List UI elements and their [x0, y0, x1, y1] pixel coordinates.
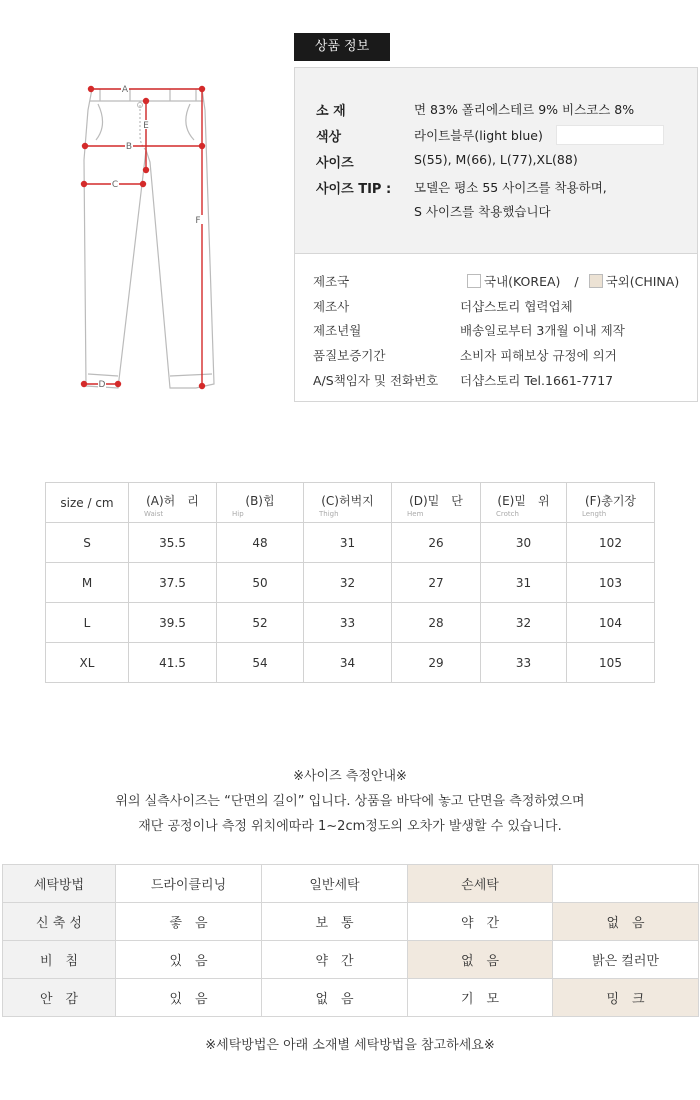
- col-header-sub: Crotch: [496, 510, 519, 518]
- table-row: [3, 903, 699, 941]
- size-label: 사이즈: [316, 156, 354, 171]
- row-header-sheer: 비 침: [3, 941, 116, 979]
- care-cell: 약 간: [408, 903, 553, 941]
- checkbox-domestic: [467, 274, 481, 288]
- care-cell: 드라이클리닝: [116, 865, 262, 903]
- material-value: 면 83% 폴리에스테르 9% 비스코스 8%: [414, 102, 635, 117]
- care-cell-selected: 없 음: [553, 903, 699, 941]
- value-cell: 52: [217, 603, 304, 643]
- as-contact-label: A/S책임자 및 전화번호: [313, 373, 439, 388]
- value-cell: 32: [304, 563, 392, 603]
- value-cell: 50: [217, 563, 304, 603]
- value-cell: 31: [304, 523, 392, 563]
- care-cell: 없 음: [262, 979, 408, 1017]
- value-cell: 48: [217, 523, 304, 563]
- size-tip-line2: S 사이즈를 착용했습니다: [414, 204, 551, 219]
- table-row: [3, 865, 699, 903]
- manufacturer-label: 제조사: [313, 299, 350, 314]
- footer-note: ※세탁방법은 아래 소재별 세탁방법을 참고하세요※: [205, 1038, 495, 1053]
- checkbox-foreign: [589, 274, 603, 288]
- col-header-sub: Hem: [407, 510, 424, 518]
- care-cell: 기 모: [408, 979, 553, 1017]
- care-cell: 약 간: [262, 941, 408, 979]
- size-cell: L: [46, 603, 129, 643]
- value-cell: 29: [392, 643, 481, 683]
- col-header-waist: [129, 483, 217, 523]
- notice-line-1: 위의 실측사이즈는 “단면의 길이” 입니다. 상품을 바닥에 놓고 단면을 측정하였으며: [115, 794, 585, 809]
- value-cell: 30: [481, 523, 567, 563]
- warranty-value: 소비자 피해보상 규정에 의거: [460, 348, 617, 363]
- color-value: 라이트블루(light blue): [414, 128, 543, 143]
- country-options: [467, 272, 679, 290]
- value-cell: 54: [217, 643, 304, 683]
- notice-line-2: 재단 공정이나 측정 위치에따라 1~2cm정도의 오차가 발생할 수 있습니다.: [138, 819, 562, 834]
- care-cell: 일반세탁: [262, 865, 408, 903]
- col-header-thigh: [304, 483, 392, 523]
- dim-label-e: E: [143, 121, 149, 131]
- value-cell: 39.5: [129, 603, 217, 643]
- table-row: [46, 563, 655, 603]
- value-cell: 41.5: [129, 643, 217, 683]
- care-cell: 보 통: [262, 903, 408, 941]
- col-header-sub: Waist: [144, 510, 164, 518]
- section-title: 상품 정보: [294, 33, 390, 61]
- value-cell: 37.5: [129, 563, 217, 603]
- size-table-corner: size / cm: [46, 483, 129, 523]
- care-cell: 있 음: [116, 979, 262, 1017]
- value-cell: 33: [481, 643, 567, 683]
- value-cell: 105: [567, 643, 655, 683]
- size-table-header: [46, 483, 655, 523]
- manufacture-date-value: 배송일로부터 3개월 이내 제작: [460, 323, 625, 338]
- manufacturer-value: 더샵스토리 협력업체: [460, 299, 573, 314]
- col-header-label: (D)밑 단: [409, 494, 463, 508]
- warranty-label: 품질보증기간: [313, 348, 386, 363]
- col-header-label: (B)힙: [245, 494, 275, 508]
- table-row: [3, 941, 699, 979]
- table-row: [46, 643, 655, 683]
- color-swatch: [556, 125, 664, 145]
- value-cell: 104: [567, 603, 655, 643]
- as-contact-value: 더샵스토리 Tel.1661-7717: [460, 373, 614, 388]
- care-cell: 밝은 컬러만: [553, 941, 699, 979]
- country-foreign: 국외(CHINA): [605, 274, 680, 289]
- row-header-wash: 세탁방법: [3, 865, 116, 903]
- manufacture-date-label: 제조년월: [313, 323, 362, 338]
- care-cell-selected: 손세탁: [408, 865, 553, 903]
- size-cell: M: [46, 563, 129, 603]
- dim-label-b: B: [125, 142, 133, 152]
- col-header-label: (F)총기장: [584, 494, 637, 508]
- pants-measurement-diagram: [70, 80, 220, 400]
- value-cell: 103: [567, 563, 655, 603]
- value-cell: 28: [392, 603, 481, 643]
- country-label: 제조국: [313, 274, 350, 289]
- table-row: [3, 979, 699, 1017]
- material-label: 소 재: [316, 104, 346, 119]
- col-header-crotch: [481, 483, 567, 523]
- col-header-sub: Length: [582, 510, 607, 518]
- care-cell-selected: 없 음: [408, 941, 553, 979]
- table-row: [46, 523, 655, 563]
- care-cell: 좋 음: [116, 903, 262, 941]
- value-cell: 27: [392, 563, 481, 603]
- size-value: S(55), M(66), L(77),XL(88): [414, 152, 578, 167]
- col-header-sub: Thigh: [319, 510, 339, 518]
- size-cell: XL: [46, 643, 129, 683]
- value-cell: 31: [481, 563, 567, 603]
- row-header-stretch: 신 축 성: [3, 903, 116, 941]
- dim-label-f: F: [195, 216, 201, 226]
- value-cell: 26: [392, 523, 481, 563]
- value-cell: 34: [304, 643, 392, 683]
- dim-label-a: A: [121, 85, 129, 95]
- care-cell: 있 음: [116, 941, 262, 979]
- color-label: 색상: [316, 130, 342, 145]
- value-cell: 35.5: [129, 523, 217, 563]
- country-separator: /: [574, 274, 579, 289]
- size-tip-label: 사이즈 TIP :: [316, 182, 392, 197]
- col-header-label: (A)허 리: [146, 494, 199, 508]
- col-header-label: (C)허벅지: [321, 494, 374, 508]
- dim-label-c: C: [111, 180, 119, 190]
- size-tip-line1: 모델은 평소 55 사이즈를 착용하며,: [414, 180, 607, 195]
- value-cell: 102: [567, 523, 655, 563]
- col-header-sub: Hip: [232, 510, 244, 518]
- notice-title: ※사이즈 측정안내※: [293, 769, 407, 784]
- care-table: [2, 864, 699, 1017]
- col-header-label: (E)밑 위: [497, 494, 550, 508]
- care-cell-selected: 밍 크: [553, 979, 699, 1017]
- dim-label-d: D: [98, 380, 106, 390]
- table-row: [46, 603, 655, 643]
- care-cell: [553, 865, 699, 903]
- col-header-hip: [217, 483, 304, 523]
- country-domestic: 국내(KOREA): [484, 274, 561, 289]
- size-cell: S: [46, 523, 129, 563]
- col-header-hem: [392, 483, 481, 523]
- value-cell: 33: [304, 603, 392, 643]
- size-table: [45, 482, 655, 683]
- col-header-length: [567, 483, 655, 523]
- value-cell: 32: [481, 603, 567, 643]
- row-header-lining: 안 감: [3, 979, 116, 1017]
